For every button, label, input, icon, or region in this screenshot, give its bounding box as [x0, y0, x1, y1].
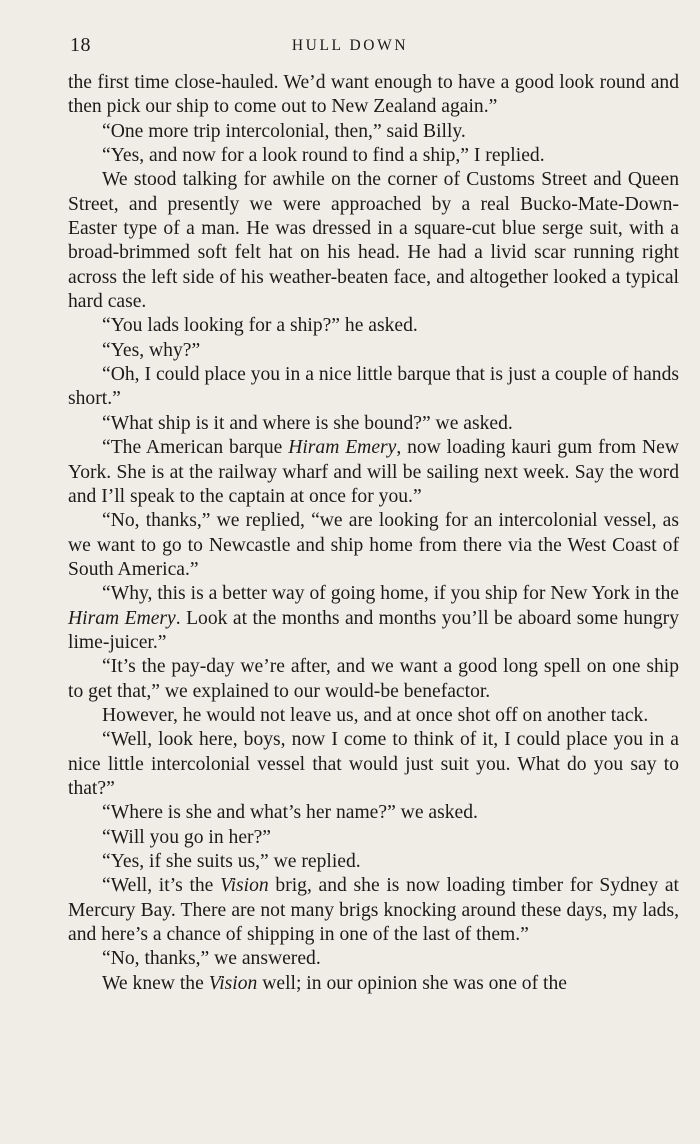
page-number: 18: [70, 34, 91, 56]
text-run: We stood talking for awhile on the corner of Customs Street and Queen Street, and presently we were approached by a real Bucko-Mate-Down-Easter type of a man. He was dressed in a square-cut blue serge suit, with a broad-brimmed soft felt hat on his head. He had a livid scar running right across the left side of his weather-beaten face, and altogether looked a typical hard case.: [68, 169, 679, 313]
paragraph: [68, 144, 679, 168]
text-run: “Well, it’s the: [102, 875, 221, 897]
paragraph: [68, 509, 679, 582]
paragraph: [68, 850, 679, 874]
paragraph: [68, 314, 679, 338]
paragraph: [68, 582, 679, 655]
text-run: . Look at the months and months you’ll be aboard some hungry lime-juicer.”: [68, 607, 680, 653]
text-run: “No, thanks,” we replied, “we are looking for an intercolonial vessel, as we want to go to Newcastle and ship home from there via the West Coast of South America.”: [68, 510, 679, 580]
paragraph: [68, 339, 679, 363]
text-run: the first time close-hauled. We’d want enough to have a good look round and then pick our ship to come out to New Zealand again.”: [68, 72, 679, 118]
text-run: “Oh, I could place you in a nice little barque that is just a couple of hands short.”: [68, 364, 679, 410]
text-run: “Yes, why?”: [102, 339, 201, 361]
text-run: “What ship is it and where is she bound?” we asked.: [102, 412, 513, 434]
text-run: However, he would not leave us, and at once shot off on another tack.: [102, 704, 649, 726]
text-run: “Well, look here, boys, now I come to think of it, I could place you in a nice little intercolonial vessel that would just suit you. What do you say to that?”: [68, 729, 679, 799]
paragraph: [68, 436, 679, 509]
paragraph: [68, 655, 679, 704]
paragraph: [68, 363, 679, 412]
paragraph: [68, 826, 679, 850]
text-run: We knew the: [102, 972, 209, 994]
text-run: “Why, this is a better way of going home, if you ship for New York in the: [102, 583, 679, 605]
paragraph: [68, 801, 679, 825]
text-run: “Yes, if she suits us,” we replied.: [102, 851, 361, 872]
paragraph: [68, 120, 679, 144]
italic-ship-name: Hiram Emery: [68, 607, 176, 629]
running-head: HULL DOWN: [291, 37, 409, 54]
italic-ship-name: Vision: [220, 875, 269, 897]
paragraph: [68, 704, 679, 728]
page-header: [0, 34, 700, 62]
paragraph: [68, 947, 679, 971]
text-run: “One more trip intercolonial, then,” said Billy.: [102, 120, 466, 142]
text-run: “Will you go in her?”: [102, 826, 271, 848]
text-run: , now loading kauri gum from New York. She is at the railway wharf and will be sailing next week. Say the word and I’ll speak to the captain at once for you.”: [68, 437, 680, 507]
paragraph: [68, 728, 679, 801]
paragraph: [68, 874, 679, 947]
italic-ship-name: Hiram Emery: [288, 437, 397, 459]
text-run: “It’s the pay-day we’re after, and we want a good long spell on one ship to get that,” we explained to our would-be benefactor.: [68, 656, 679, 702]
text-run: “You lads looking for a ship?” he asked.: [102, 315, 418, 337]
paragraph: [68, 972, 679, 996]
text-run: “No, thanks,” we answered.: [102, 948, 321, 970]
text-run: “The American barque: [102, 437, 289, 459]
italic-ship-name: Vision: [208, 972, 258, 994]
paragraph: [68, 168, 679, 314]
text-run: “Where is she and what’s her name?” we asked.: [102, 802, 478, 824]
paragraph: [68, 412, 679, 436]
text-run: “Yes, and now for a look round to find a ship,” I replied.: [102, 145, 545, 167]
text-run: well; in our opinion she was one of the: [257, 972, 567, 994]
paragraph: [68, 71, 679, 120]
text-run: brig, and she is now loading timber for Sydney at Mercury Bay. There are not many brigs knocking around these days, my lads, and here’s a chance of shipping in one of the last of them.”: [68, 875, 679, 946]
body-text: [68, 71, 679, 996]
